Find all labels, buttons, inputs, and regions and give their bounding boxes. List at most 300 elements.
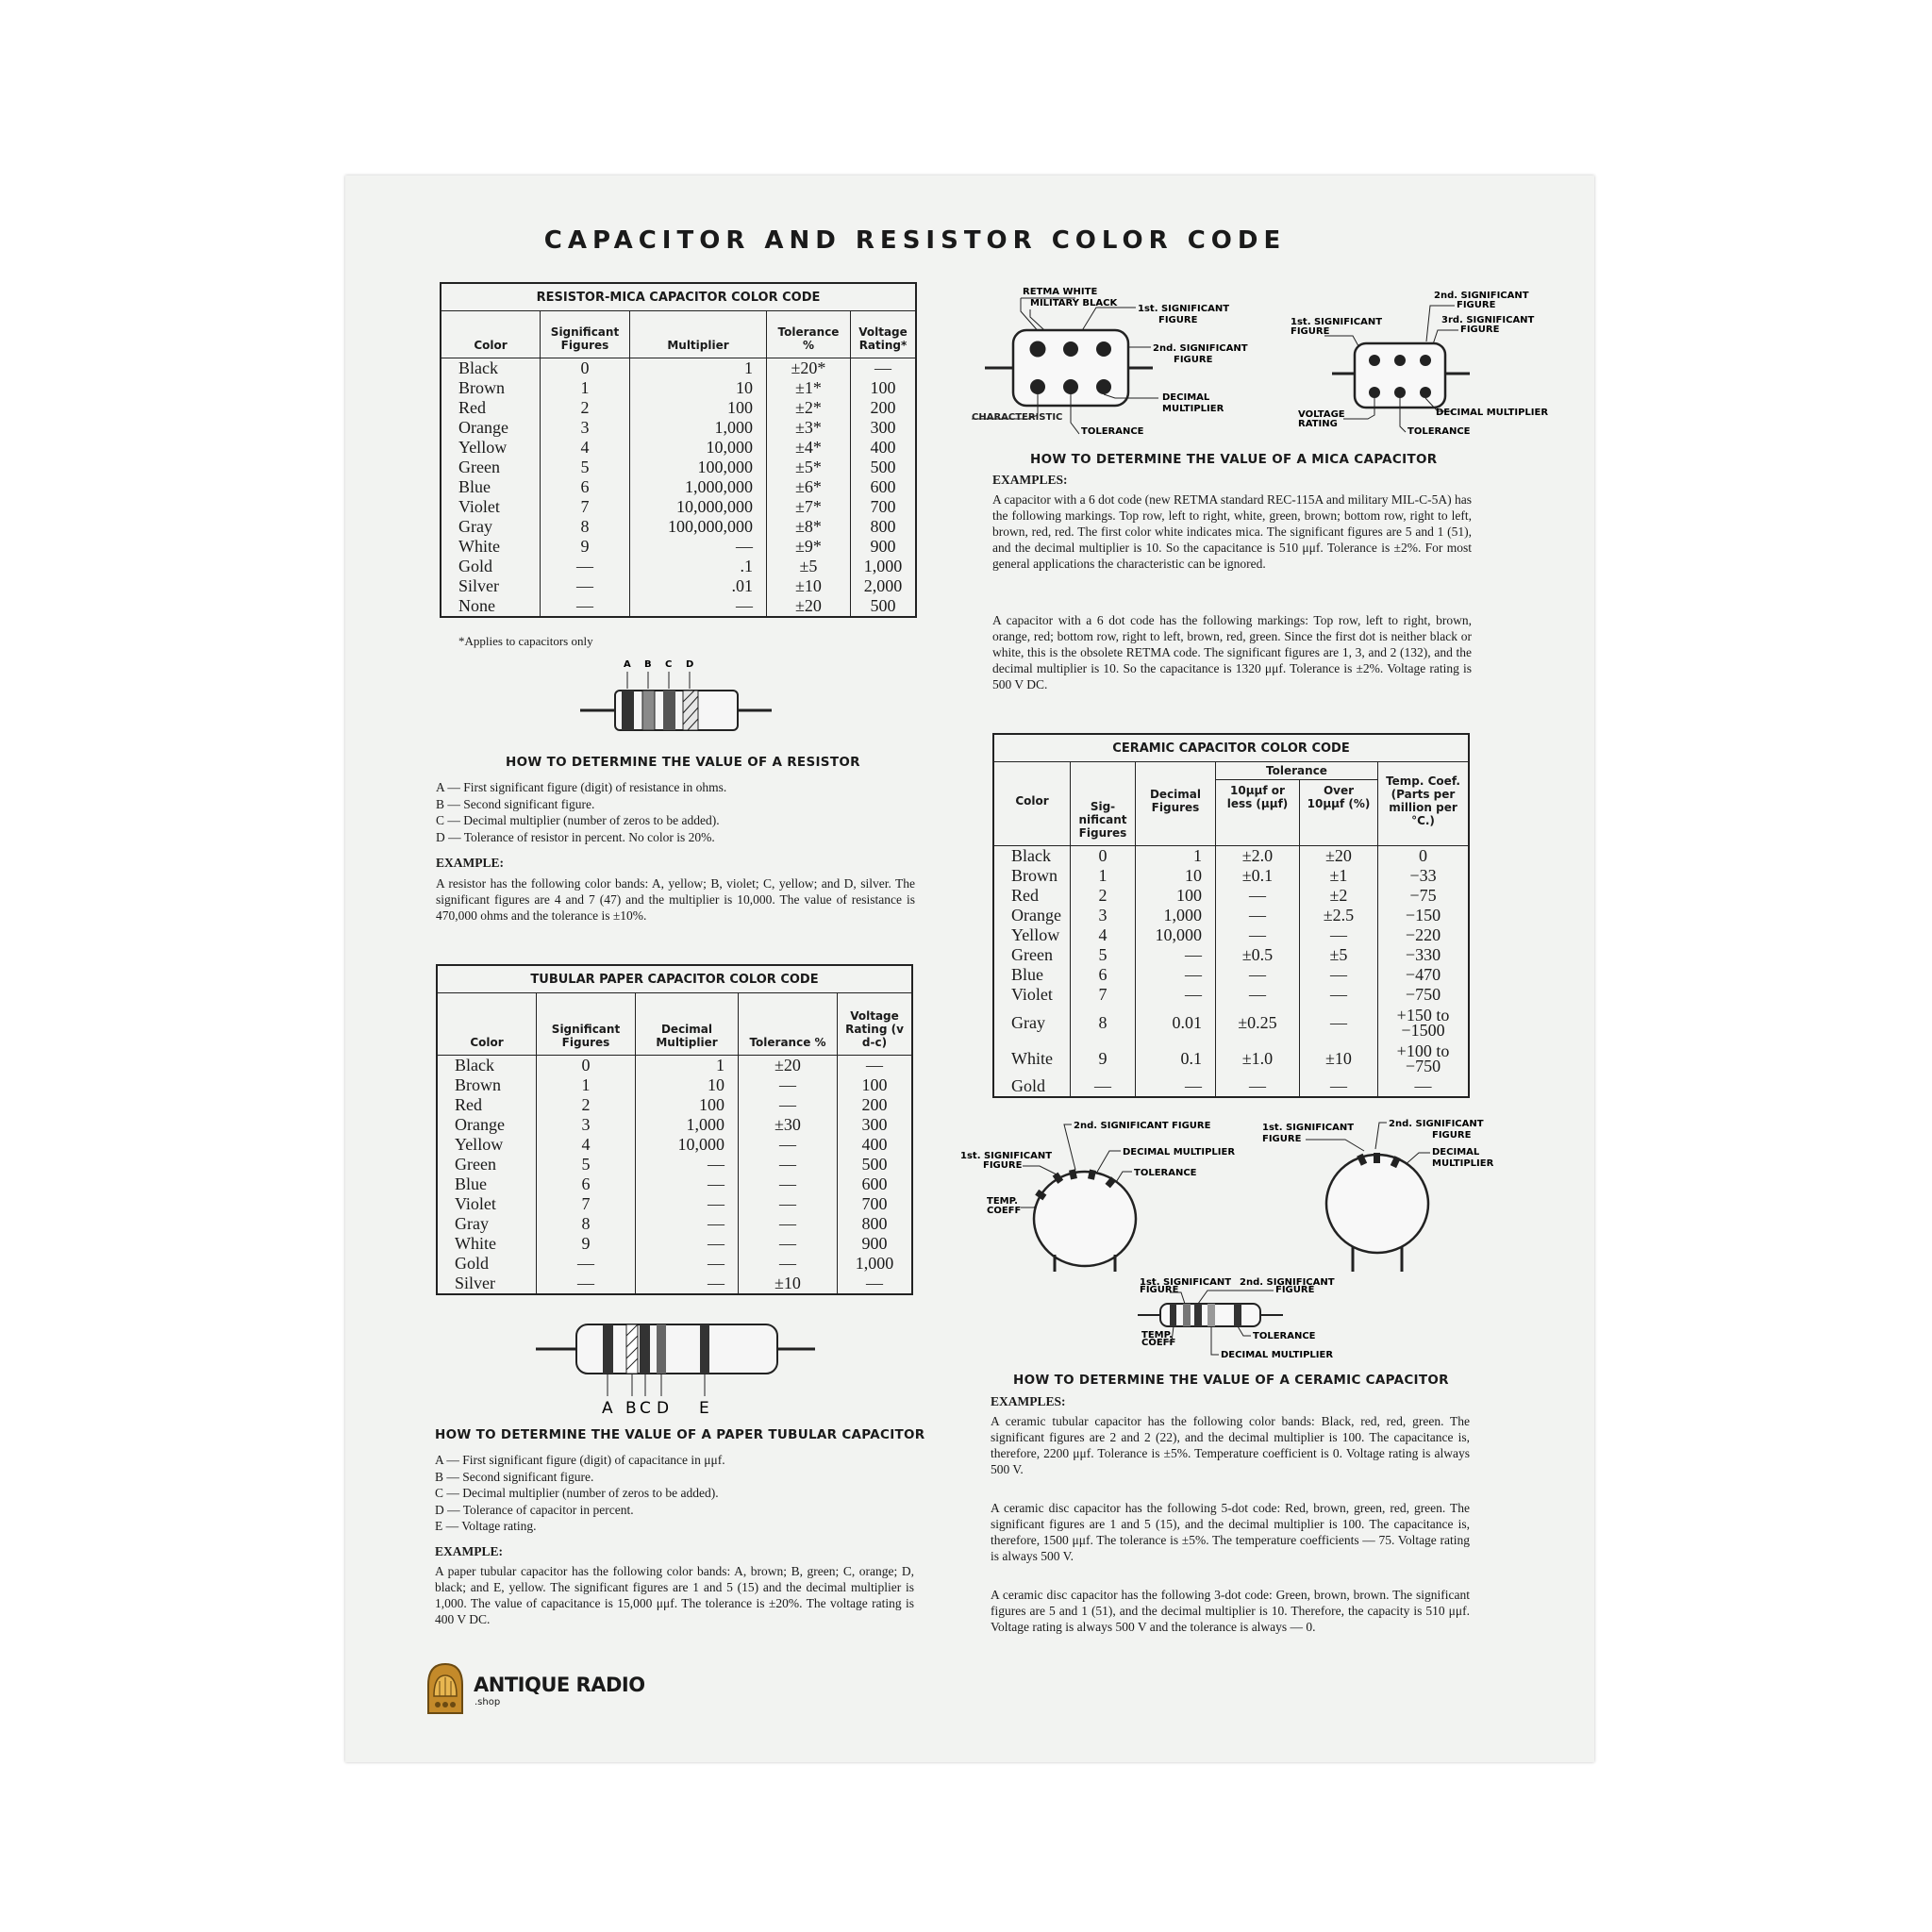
table-cell: ±5* [767, 458, 851, 477]
page-title: CAPACITOR AND RESISTOR COLOR CODE [543, 226, 1287, 255]
table-cell: White [993, 1041, 1071, 1076]
table-cell: Green [441, 458, 541, 477]
table-cell: 1,000 [636, 1115, 739, 1135]
table-cell: — [1300, 925, 1378, 945]
table-cell: Blue [437, 1174, 537, 1194]
table-cell: 3 [1071, 906, 1136, 925]
table-cell: 7 [541, 497, 630, 517]
disc1-temp-label-a: TEMP. [987, 1196, 1018, 1207]
mica-sig1-label-b: FIGURE [1158, 315, 1198, 325]
table-row [437, 1214, 912, 1234]
table-cell: 600 [851, 477, 917, 497]
table-cell: 3 [541, 418, 630, 438]
table-cell: Gray [437, 1214, 537, 1234]
table-cell: — [1378, 1076, 1470, 1097]
table-cell: ±20 [739, 1056, 838, 1076]
mica-tolerance-label: TOLERANCE [1081, 426, 1144, 437]
disc1-tolerance-label: TOLERANCE [1134, 1168, 1197, 1178]
mica2-sig2-label-b: FIGURE [1457, 300, 1496, 310]
table-cell: — [1136, 1076, 1216, 1097]
table-cell: Silver [441, 576, 541, 596]
table-cell: — [1136, 965, 1216, 985]
col-tol-small: 10μμf or less (μμf) [1216, 780, 1300, 846]
mica-capacitor-diagram-6dot [962, 283, 1248, 441]
resistor-mica-caption: RESISTOR-MICA CAPACITOR COLOR CODE [441, 283, 916, 311]
resistor-band-a [622, 691, 634, 730]
table-cell: 200 [838, 1095, 913, 1115]
table-cell: 300 [851, 418, 917, 438]
tubular-paper-caption: TUBULAR PAPER CAPACITOR COLOR CODE [437, 965, 912, 993]
disc2-sig1-label-b: FIGURE [1262, 1134, 1302, 1144]
col-multiplier: Multiplier [630, 311, 767, 358]
table-cell: ±2.5 [1300, 906, 1378, 925]
table-cell: 10,000 [1136, 925, 1216, 945]
ceramic-table [992, 733, 1470, 1098]
table-cell: 100 [851, 378, 917, 398]
table-cell: Brown [993, 866, 1071, 886]
col-significant-figures: Significant Figures [537, 993, 636, 1056]
table-cell: −150 [1378, 906, 1470, 925]
tub-sig2-label-b: FIGURE [1275, 1285, 1315, 1295]
table-cell: — [1300, 985, 1378, 1005]
table-cell: — [838, 1274, 913, 1294]
paper-legend-e: E — Voltage rating. [435, 1519, 537, 1533]
disc1-sig2-label: 2nd. SIGNIFICANT FIGURE [1074, 1121, 1211, 1131]
table-cell: — [1300, 1005, 1378, 1041]
table-cell: 2,000 [851, 576, 917, 596]
table-cell: — [1216, 886, 1300, 906]
band-label-d: D [686, 659, 694, 670]
mica2-sig1-label-b: FIGURE [1291, 326, 1330, 337]
mica-retma-label: RETMA WHITE [1023, 287, 1098, 297]
col-decimal-multiplier: Decimal Multiplier [636, 993, 739, 1056]
table-cell: ±2.0 [1216, 846, 1300, 867]
col-color: Color [993, 762, 1071, 846]
paper-band-e [700, 1324, 709, 1374]
table-cell: 10,000 [630, 438, 767, 458]
table-row [993, 945, 1469, 965]
disc1-decimal-label: DECIMAL MULTIPLIER [1123, 1147, 1236, 1158]
table-cell: 100 [636, 1095, 739, 1115]
mica-examples-label: EXAMPLES: [992, 473, 1068, 487]
table-cell: 100 [1136, 886, 1216, 906]
table-cell: — [636, 1155, 739, 1174]
table-cell: Gold [441, 557, 541, 576]
table-cell: ±5 [767, 557, 851, 576]
table-cell: 1 [541, 378, 630, 398]
col-tol-over: Over 10μμf (%) [1300, 780, 1378, 846]
mica-example-1: A capacitor with a 6 dot code (new RETMA standard REC-115A and military MIL-C-5A) has the following markings. Top row, left to right, white, green, brown; bottom row, right to left, brown, red, red. The first color white indicates mica. The significant figures are 5 and 1 (51), and the decimal multiplier is 10. So the capacitance is 510 μμf. Tolerance is ±2%. For most general applications the characteristic can be ignored. [992, 492, 1472, 571]
table-cell: 10 [630, 378, 767, 398]
table-row [441, 517, 916, 537]
paper-label-e: E [699, 1399, 709, 1418]
paper-legend-b: B — Second significant figure. [435, 1469, 594, 1484]
table-cell: Green [437, 1155, 537, 1174]
resistor-legend-c: C — Decimal multiplier (number of zeros to be added). [436, 813, 720, 827]
table-cell: — [1216, 985, 1300, 1005]
table-cell: .1 [630, 557, 767, 576]
col-significant: Sig-nificant Figures [1071, 762, 1136, 846]
table-cell: ±20 [1300, 846, 1378, 867]
table-cell: 800 [838, 1214, 913, 1234]
paper-example-text: A paper tubular capacitor has the following color bands: A, brown; B, green; C, orange; D, black; and E, yellow. The significant figures are 1 and 5 (15) and the decimal multiplier is 1,000. The value of capacitance is 15,000 μμf. The tolerance is ±20%. The voltage rating is 400 V DC. [435, 1564, 914, 1626]
ceramic-disc-diagram-3dot [1260, 1113, 1515, 1274]
paper-tubular-legend [435, 1452, 925, 1535]
table-cell: −33 [1378, 866, 1470, 886]
table-cell: — [537, 1274, 636, 1294]
col-voltage-rating: Voltage Rating (v d-c) [838, 993, 913, 1056]
table-cell: — [739, 1155, 838, 1174]
table-cell: 1,000 [851, 557, 917, 576]
paper-legend-a: A — First significant figure (digit) of capacitance in μμf. [435, 1453, 725, 1467]
table-cell: 1,000 [838, 1254, 913, 1274]
tubular-paper-table [436, 964, 913, 1295]
mica-sig1-label-a: 1st. SIGNIFICANT [1138, 304, 1230, 314]
table-cell: Violet [993, 985, 1071, 1005]
table-row [993, 886, 1469, 906]
table-cell: 10 [1136, 866, 1216, 886]
resistor-band-b [642, 691, 655, 730]
table-cell: — [1300, 1076, 1378, 1097]
table-cell: Blue [993, 965, 1071, 985]
table-cell: 2 [541, 398, 630, 418]
ceramic-tubular-diagram [1132, 1275, 1349, 1366]
footnote: *Applies to capacitors only [458, 634, 593, 648]
table-cell: 6 [1071, 965, 1136, 985]
table-cell: 900 [838, 1234, 913, 1254]
table-cell: 8 [541, 517, 630, 537]
table-cell: Orange [993, 906, 1071, 925]
table-cell: Yellow [441, 438, 541, 458]
table-row [441, 596, 916, 617]
table-cell: — [541, 557, 630, 576]
table-cell: ±9* [767, 537, 851, 557]
table-cell: 1 [537, 1075, 636, 1095]
table-row [441, 438, 916, 458]
table-cell: 1,000,000 [630, 477, 767, 497]
table-cell: — [537, 1254, 636, 1274]
paper-band-d [657, 1324, 666, 1374]
mica2-sig3-label-b: FIGURE [1460, 325, 1500, 335]
table-cell: — [636, 1194, 739, 1214]
disc2-decimal-label-b: MULTIPLIER [1432, 1158, 1494, 1169]
table-row [441, 378, 916, 398]
table-cell: 7 [537, 1194, 636, 1214]
table-cell: 4 [541, 438, 630, 458]
table-cell: ±0.25 [1216, 1005, 1300, 1041]
ceramic-rows [993, 846, 1469, 1098]
table-row [437, 1095, 912, 1115]
table-row [437, 1194, 912, 1214]
table-row [993, 846, 1469, 867]
table-cell: 700 [838, 1194, 913, 1214]
table-cell: 0 [537, 1056, 636, 1076]
table-cell: −470 [1378, 965, 1470, 985]
table-cell: 7 [1071, 985, 1136, 1005]
table-row [441, 477, 916, 497]
table-cell: 100 [838, 1075, 913, 1095]
table-cell: 1,000 [1136, 906, 1216, 925]
mica-sig2-label-b: FIGURE [1174, 355, 1213, 365]
table-cell: ±0.5 [1216, 945, 1300, 965]
table-cell: Brown [441, 378, 541, 398]
table-cell: — [739, 1194, 838, 1214]
table-cell: ±0.1 [1216, 866, 1300, 886]
table-cell: −75 [1378, 886, 1470, 906]
col-voltage-rating: Voltage Rating* [851, 311, 917, 358]
table-cell: Yellow [993, 925, 1071, 945]
table-cell: — [1216, 965, 1300, 985]
table-cell: 0 [541, 358, 630, 379]
mica-example-2: A capacitor with a 6 dot code has the following markings: Top row, left to right, brown, orange, red; bottom row, right to left, brown, red, green. Since the first dot is neither black or white, this is the obsolete RETMA code. The significant figures are 1, 3, and 2 (132), and the decimal multiplier is 10. So the capacitance is 1320 μμf. Tolerance is ±2%. Voltage rating is 500 V DC. [992, 613, 1472, 691]
table-cell: — [739, 1234, 838, 1254]
paper-legend-c: C — Decimal multiplier (number of zeros to be added). [435, 1486, 719, 1500]
table-cell: 600 [838, 1174, 913, 1194]
ceramic-disc-diagram-5dot [953, 1113, 1274, 1274]
table-cell: 5 [1071, 945, 1136, 965]
table-row [441, 418, 916, 438]
table-cell: White [441, 537, 541, 557]
mica2-tolerance-label: TOLERANCE [1407, 426, 1471, 437]
tub-decimal-label: DECIMAL MULTIPLIER [1221, 1350, 1334, 1360]
table-cell: 2 [537, 1095, 636, 1115]
table-cell: — [851, 358, 917, 379]
tub-sig2-label-a: 2nd. SIGNIFICANT [1240, 1277, 1335, 1288]
table-row [437, 1075, 912, 1095]
table-cell: 100,000,000 [630, 517, 767, 537]
table-cell: ±20 [767, 596, 851, 617]
tub-tolerance-label: TOLERANCE [1253, 1331, 1316, 1341]
mica-decimal-label-b: MULTIPLIER [1162, 404, 1224, 414]
col-tolerance: Tolerance % [767, 311, 851, 358]
table-cell: ±1* [767, 378, 851, 398]
table-cell: Red [993, 886, 1071, 906]
table-cell: — [541, 596, 630, 617]
table-cell: — [838, 1056, 913, 1076]
mica2-voltage-label-b: RATING [1298, 419, 1338, 429]
table-cell: — [636, 1174, 739, 1194]
table-cell: +150 to −1500 [1378, 1005, 1470, 1041]
disc1-temp-label-b: COEFF [987, 1206, 1022, 1216]
table-cell: 4 [537, 1135, 636, 1155]
band-label-c: C [665, 659, 673, 670]
paper-tubular-heading: HOW TO DETERMINE THE VALUE OF A PAPER TUBULAR CAPACITOR [435, 1427, 925, 1442]
table-cell: Silver [437, 1274, 537, 1294]
ceramic-heading: HOW TO DETERMINE THE VALUE OF A CERAMIC CAPACITOR [1013, 1373, 1449, 1388]
table-cell: — [1136, 945, 1216, 965]
table-row [993, 965, 1469, 985]
table-cell: 0.01 [1136, 1005, 1216, 1041]
paper-band-c [640, 1324, 650, 1374]
mica-capacitor-diagram-voltage [1287, 283, 1549, 441]
table-cell: .01 [630, 576, 767, 596]
ceramic-examples-label: EXAMPLES: [991, 1394, 1066, 1408]
mica-decimal-label-a: DECIMAL [1162, 392, 1210, 403]
table-cell: ±1 [1300, 866, 1378, 886]
table-cell: 10,000 [636, 1135, 739, 1155]
table-cell: −750 [1378, 985, 1470, 1005]
table-cell: Brown [437, 1075, 537, 1095]
ceramic-example-2: A ceramic disc capacitor has the following 5-dot code: Red, brown, green, red, green. The significant figures are 1 and 5 (15), and the decimal multiplier is 100. The capacitance is, therefore, 1500 μμf. The tolerance is ±5%. The temperature coefficients — 75. Voltage rating is always 500 V. [991, 1501, 1470, 1563]
mica2-decimal-label: DECIMAL MULTIPLIER [1436, 408, 1549, 418]
disc1-sig1-label-b: FIGURE [983, 1160, 1023, 1171]
resistor-diagram [577, 651, 775, 745]
paper-legend-d: D — Tolerance of capacitor in percent. [435, 1502, 634, 1517]
col-color: Color [441, 311, 541, 358]
table-cell: — [1300, 965, 1378, 985]
table-cell: — [630, 596, 767, 617]
mica2-sig1-label-a: 1st. SIGNIFICANT [1291, 317, 1383, 327]
table-cell: ±2* [767, 398, 851, 418]
table-cell: ±1.0 [1216, 1041, 1300, 1076]
resistor-heading: HOW TO DETERMINE THE VALUE OF A RESISTOR [506, 755, 860, 770]
table-cell: 1 [1136, 846, 1216, 867]
paper-example-label: EXAMPLE: [435, 1544, 503, 1558]
table-row [993, 906, 1469, 925]
table-cell: 1 [1071, 866, 1136, 886]
table-cell: 700 [851, 497, 917, 517]
table-cell: 10 [636, 1075, 739, 1095]
table-cell: ±7* [767, 497, 851, 517]
table-cell: 500 [851, 596, 917, 617]
table-cell: Black [993, 846, 1071, 867]
table-cell: −220 [1378, 925, 1470, 945]
table-row [993, 1041, 1469, 1076]
mica-heading: HOW TO DETERMINE THE VALUE OF A MICA CAPACITOR [1030, 452, 1438, 467]
table-cell: — [636, 1214, 739, 1234]
table-cell: ±8* [767, 517, 851, 537]
table-cell: Orange [441, 418, 541, 438]
table-cell: 8 [537, 1214, 636, 1234]
table-cell: — [739, 1075, 838, 1095]
table-row [437, 1274, 912, 1294]
mica2-sig3-label-a: 3rd. SIGNIFICANT [1441, 315, 1535, 325]
ceramic-example-1: A ceramic tubular capacitor has the following color bands: Black, red, red, green. The significant figures are 2 and 2 (22), and the decimal multiplier is 100. The capacitance is, therefore, 2200 μμf. Tolerance is ±5%. Temperature coefficient is 0. Voltage rating is always 500 V. [991, 1414, 1470, 1476]
table-cell: — [636, 1234, 739, 1254]
col-significant-figures: Significant Figures [541, 311, 630, 358]
paper-band-a [603, 1324, 613, 1374]
tub-sig1-label-b: FIGURE [1140, 1285, 1179, 1295]
table-cell: — [1216, 1076, 1300, 1097]
table-cell: Black [441, 358, 541, 379]
table-cell: — [636, 1254, 739, 1274]
table-cell: — [739, 1254, 838, 1274]
resistor-mica-rows [441, 358, 916, 618]
table-row [993, 925, 1469, 945]
table-row [437, 1254, 912, 1274]
paper-label-b: B [625, 1399, 637, 1418]
tub-temp-label-b: COEFF [1141, 1338, 1176, 1348]
table-row [437, 1115, 912, 1135]
table-cell: ±6* [767, 477, 851, 497]
table-cell: 100 [630, 398, 767, 418]
table-row [441, 537, 916, 557]
table-row [993, 866, 1469, 886]
table-cell: 9 [1071, 1041, 1136, 1076]
table-cell: 0.1 [1136, 1041, 1216, 1076]
table-cell: Red [437, 1095, 537, 1115]
table-cell: 9 [541, 537, 630, 557]
table-cell: 9 [537, 1234, 636, 1254]
table-cell: Black [437, 1056, 537, 1076]
table-cell: — [1216, 906, 1300, 925]
table-cell: ±10 [1300, 1041, 1378, 1076]
table-row [441, 576, 916, 596]
table-cell: 4 [1071, 925, 1136, 945]
logo-subtext: .shop [475, 1697, 501, 1707]
col-tolerance: Tolerance % [739, 993, 838, 1056]
table-cell: 0 [1378, 846, 1470, 867]
table-cell: 400 [851, 438, 917, 458]
table-row [441, 497, 916, 517]
table-row [441, 358, 916, 379]
table-cell: 1 [636, 1056, 739, 1076]
table-row [437, 1135, 912, 1155]
tub-temp-label-a: TEMP. [1141, 1330, 1173, 1341]
table-cell: None [441, 596, 541, 617]
table-row [441, 458, 916, 477]
table-cell: Gray [993, 1005, 1071, 1041]
table-cell: Red [441, 398, 541, 418]
table-cell: — [739, 1174, 838, 1194]
paper-label-d: D [657, 1399, 670, 1418]
disc2-sig2-label-a: 2nd. SIGNIFICANT [1389, 1119, 1484, 1129]
table-cell: 5 [537, 1155, 636, 1174]
resistor-mica-table [440, 282, 917, 618]
table-cell: Yellow [437, 1135, 537, 1155]
tub-sig1-label-a: 1st. SIGNIFICANT [1140, 1277, 1232, 1288]
resistor-example-label: EXAMPLE: [436, 856, 504, 870]
table-cell: ±10 [739, 1274, 838, 1294]
table-cell: 900 [851, 537, 917, 557]
table-cell: ±4* [767, 438, 851, 458]
table-cell: ±5 [1300, 945, 1378, 965]
mica-military-label: MILITARY BLACK [1030, 298, 1118, 308]
table-cell: 0 [1071, 846, 1136, 867]
table-row [437, 1174, 912, 1194]
table-cell: — [630, 537, 767, 557]
table-row [993, 1005, 1469, 1041]
resistor-legend-b: B — Second significant figure. [436, 796, 595, 811]
table-cell: ±20* [767, 358, 851, 379]
resistor-legend [436, 779, 926, 845]
tubular-paper-rows [437, 1056, 912, 1295]
table-cell: — [1136, 985, 1216, 1005]
table-cell: 8 [1071, 1005, 1136, 1041]
band-label-b: B [644, 659, 652, 670]
table-cell: — [739, 1135, 838, 1155]
resistor-legend-d: D — Tolerance of resistor in percent. No color is 20%. [436, 829, 715, 844]
table-cell: 300 [838, 1115, 913, 1135]
resistor-band-c [663, 691, 675, 730]
table-cell: 3 [537, 1115, 636, 1135]
table-cell: 1 [630, 358, 767, 379]
table-cell: Orange [437, 1115, 537, 1135]
table-cell: Gold [437, 1254, 537, 1274]
table-cell: — [636, 1274, 739, 1294]
table-cell: 200 [851, 398, 917, 418]
mica-characteristic-label: CHARACTERISTIC [972, 412, 1063, 423]
table-cell: Violet [437, 1194, 537, 1214]
table-row [437, 1056, 912, 1076]
table-cell: White [437, 1234, 537, 1254]
logo-text: ANTIQUE RADIO [474, 1674, 645, 1696]
table-cell: 500 [851, 458, 917, 477]
band-label-a: A [624, 659, 631, 670]
ceramic-caption: CERAMIC CAPACITOR COLOR CODE [993, 734, 1469, 762]
table-cell: 6 [537, 1174, 636, 1194]
table-cell: 5 [541, 458, 630, 477]
